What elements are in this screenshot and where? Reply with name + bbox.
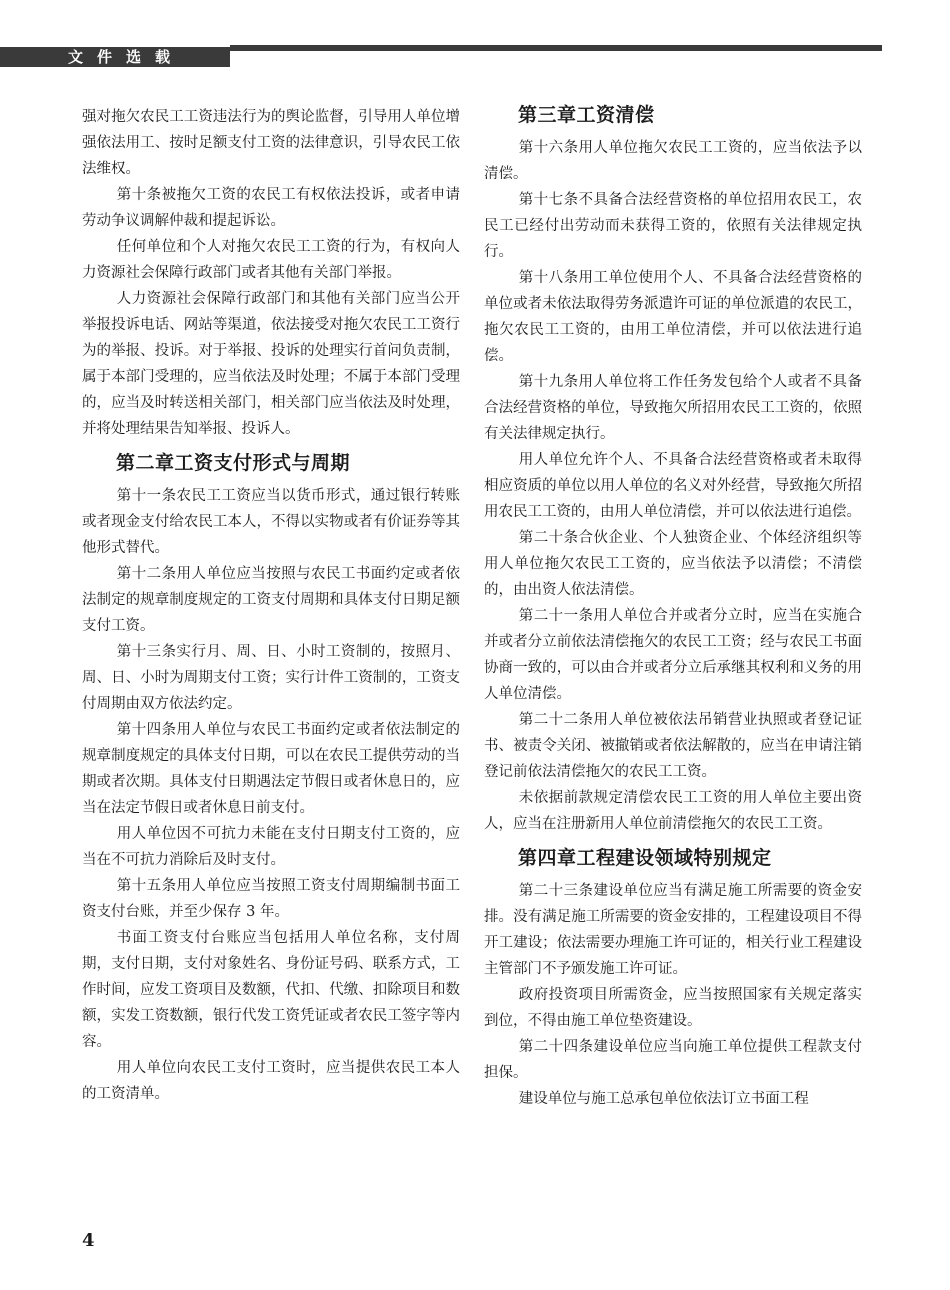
article-paragraph: 用人单位允许个人、不具备合法经营资格或者未取得相应资质的单位以用人单位的名义对外经营，导致拖欠所招用农民工工资的，由用人单位清偿，并可以依法进行追偿。 [484,452,862,520]
article-paragraph: 第二十三条建设单位应当有满足施工所需要的资金安排。没有满足施工所需要的资金安排的，工程建设项目不得开工建设；依法需要办理施工许可证的，相关行业工程建设主管部门不予颁发施工许可证。 [484,883,862,977]
article-paragraph: 用人单位向农民工支付工资时，应当提供农民工本人的工资清单。 [82,1060,460,1102]
article-paragraph: 第二十条合伙企业、个人独资企业、个体经济组织等用人单位拖欠农民工工资的，应当依法予以清偿；不清偿的，由出资人依法清偿。 [484,530,862,598]
article-paragraph: 第十一条农民工工资应当以货币形式，通过银行转账或者现金支付给农民工本人，不得以实物或者有价证券等其他形式替代。 [82,488,460,556]
chapter-heading: 第四章工程建设领域特别规定 [518,847,772,869]
header-rule [230,45,882,51]
article-paragraph: 强对拖欠农民工工资违法行为的舆论监督，引导用人单位增强依法用工、按时足额支付工资的法律意识，引导农民工依法维权。 [82,109,460,177]
right-column [484,104,862,1112]
article-paragraph: 用人单位因不可抗力未能在支付日期支付工资的，应当在不可抗力消除后及时支付。 [82,826,460,868]
article-paragraph: 第二十四条建设单位应当向施工单位提供工程款支付担保。 [484,1039,862,1081]
article-paragraph: 书面工资支付台账应当包括用人单位名称，支付周期，支付日期，支付对象姓名、身份证号码、联系方式，工作时间，应发工资项目及数额，代扣、代缴、扣除项目和数额，实发工资数额，银行代发工资凭证或者农民工签字等内容。 [82,930,460,1050]
article-paragraph: 人力资源社会保障行政部门和其他有关部门应当公开举报投诉电话、网站等渠道，依法接受对拖欠农民工工资行为的举报、投诉。对于举报、投诉的处理实行首问负责制，属于本部门受理的，应当依法及时处理；不属于本部门受理的，应当及时转送相关部门，相关部门应当依法及时处理，并将处理结果告知举报、投诉人。 [82,291,460,437]
article-paragraph: 第二十一条用人单位合并或者分立时，应当在实施合并或者分立前依法清偿拖欠的农民工工资；经与农民工书面协商一致的，可以由合并或者分立后承继其权利和义务的用人单位清偿。 [484,608,862,702]
article-paragraph: 未依据前款规定清偿农民工工资的用人单位主要出资人，应当在注册新用人单位前清偿拖欠的农民工工资。 [484,790,862,832]
article-paragraph: 建设单位与施工总承包单位依法订立书面工程 [518,1091,809,1107]
chapter-heading: 第三章工资清偿 [518,104,655,126]
article-paragraph: 政府投资项目所需资金，应当按照国家有关规定落实到位，不得由施工单位垫资建设。 [484,987,862,1029]
article-paragraph: 第十九条用人单位将工作任务发包给个人或者不具备合法经营资格的单位，导致拖欠所招用农民工工资的，依照有关法律规定执行。 [484,374,862,442]
article-paragraph: 第十七条不具备合法经营资格的单位招用农民工，农民工已经付出劳动而未获得工资的，依照有关法律规定执行。 [484,192,862,260]
article-paragraph: 第十六条用人单位拖欠农民工工资的，应当依法予以清偿。 [484,140,862,182]
article-paragraph: 第十二条用人单位应当按照与农民工书面约定或者依法制定的规章制度规定的工资支付周期和具体支付日期足额支付工资。 [82,566,460,634]
article-paragraph: 第二十二条用人单位被依法吊销营业执照或者登记证书、被责令关闭、被撤销或者依法解散的，应当在申请注销登记前依法清偿拖欠的农民工工资。 [484,712,862,780]
article-paragraph: 第十五条用人单位应当按照工资支付周期编制书面工资支付台账，并至少保存 3 年。 [82,878,460,920]
section-label: 文件选载 [68,48,185,66]
article-paragraph: 第十条被拖欠工资的农民工有权依法投诉，或者申请劳动争议调解仲裁和提起诉讼。 [82,187,460,229]
article-paragraph: 第十四条用人单位与农民工书面约定或者依法制定的规章制度规定的具体支付日期，可以在农民工提供劳动的当期或者次期。具体支付日期遇法定节假日或者休息日的，应当在法定节假日或者休息日前支付。 [82,722,460,816]
left-column [82,104,460,1107]
article-paragraph: 第十三条实行月、周、日、小时工资制的，按照月、周、日、小时为周期支付工资；实行计件工资制的，工资支付周期由双方依法约定。 [82,644,460,712]
chapter-heading: 第二章工资支付形式与周期 [116,452,351,474]
page-number: 4 [82,1230,95,1251]
article-paragraph: 任何单位和个人对拖欠农民工工资的行为，有权向人力资源社会保障行政部门或者其他有关部门举报。 [82,239,460,281]
article-paragraph: 第十八条用工单位使用个人、不具备合法经营资格的单位或者未依法取得劳务派遣许可证的单位派遣的农民工，拖欠农民工工资的，由用工单位清偿，并可以依法进行追偿。 [484,270,862,364]
